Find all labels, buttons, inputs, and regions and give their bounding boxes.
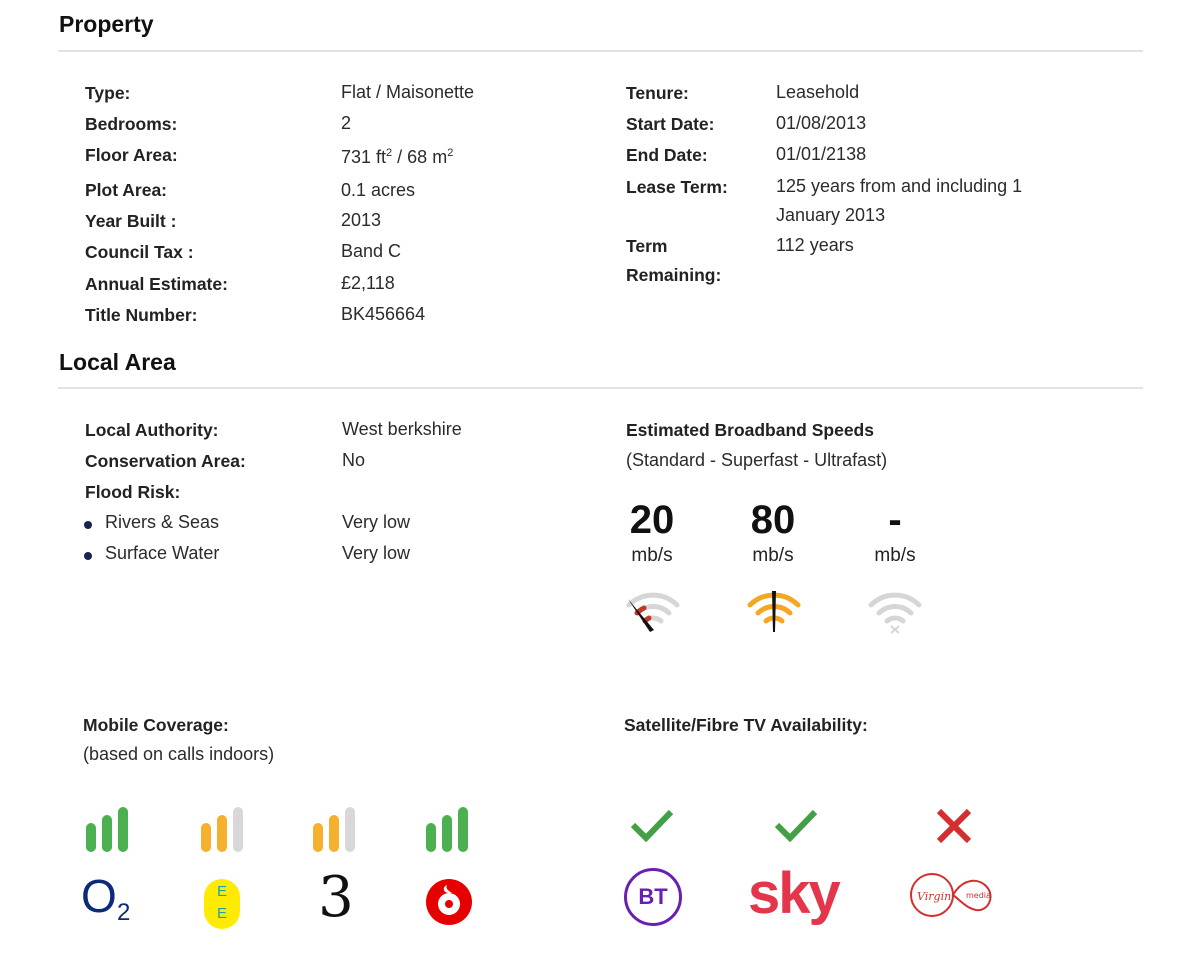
- superfast-speed-unit: mb/s: [752, 545, 794, 566]
- tenure-label: Tenure:: [626, 83, 689, 103]
- title-number-label: Title Number:: [85, 305, 198, 325]
- conservation-area-label: Conservation Area:: [85, 451, 246, 471]
- ee-signal-bars-icon: [200, 807, 248, 853]
- three-signal-bars-icon: [312, 807, 360, 853]
- start-date-value: 01/08/2013: [776, 113, 867, 133]
- annual-estimate-label: Annual Estimate:: [85, 274, 228, 294]
- sky-available-check-icon: [774, 808, 818, 842]
- standard-speed-unit: mb/s: [631, 545, 673, 566]
- term-remaining-label-line2: Remaining:: [626, 265, 722, 285]
- council-tax-label: Council Tax :: [85, 242, 194, 262]
- bullet-icon: [84, 521, 92, 529]
- floor-area-label: Floor Area:: [85, 145, 178, 165]
- lease-term-value-line2: January 2013: [776, 205, 886, 225]
- superfast-speed-value: 80: [750, 498, 796, 542]
- local-authority-value: West berkshire: [342, 419, 462, 439]
- superfast-speed-gauge-icon: [745, 586, 803, 636]
- surface-water-value: Very low: [342, 543, 411, 563]
- vodafone-signal-bars-icon: [425, 807, 473, 853]
- ultrafast-speed-value: -: [888, 498, 902, 542]
- start-date-label: Start Date:: [626, 114, 715, 134]
- end-date-label: End Date:: [626, 145, 708, 165]
- o2-logo: O 2: [81, 870, 131, 926]
- term-remaining-label-line1: Term: [626, 236, 668, 256]
- bedrooms-label: Bedrooms:: [85, 114, 178, 134]
- end-date-value: 01/01/2138: [776, 144, 867, 164]
- virgin-media-logo: [908, 870, 1000, 920]
- vodafone-logo: [425, 878, 473, 926]
- property-divider: [58, 50, 1143, 52]
- local-area-heading: Local Area: [59, 349, 176, 375]
- tv-availability-title: Satellite/Fibre TV Availability:: [624, 715, 868, 735]
- plot-area-value: 0.1 acres: [341, 180, 416, 200]
- type-label: Type:: [85, 83, 131, 103]
- svg-text:Virgin: Virgin: [917, 890, 952, 903]
- local-authority-label: Local Authority:: [85, 420, 219, 440]
- plot-area-label: Plot Area:: [85, 180, 168, 200]
- o2-signal-bars-icon: [85, 807, 133, 853]
- year-built-value: 2013: [341, 210, 382, 230]
- type-value: Flat / Maisonette: [341, 82, 475, 102]
- standard-speed-value: 20: [629, 498, 675, 542]
- property-heading: Property: [59, 11, 154, 37]
- ultrafast-speed-unavailable-icon: [866, 586, 924, 636]
- broadband-subtitle: (Standard - Superfast - Ultrafast): [626, 450, 888, 470]
- term-remaining-value: 112 years: [776, 235, 854, 255]
- bullet-icon: [84, 552, 92, 560]
- rivers-seas-value: Very low: [342, 512, 411, 532]
- flood-risk-label: Flood Risk:: [85, 482, 181, 502]
- three-logo: 3: [318, 865, 354, 930]
- council-tax-value: Band C: [341, 241, 402, 261]
- ee-logo: E E: [204, 879, 240, 929]
- floor-area-value: 731 $ft^2 / 68$ $m^2$: [341, 147, 454, 167]
- broadband-title: Estimated Broadband Speeds: [626, 420, 874, 440]
- bedrooms-value: 2: [341, 113, 352, 133]
- ultrafast-speed-unit: mb/s: [874, 545, 916, 566]
- bt-available-check-icon: [630, 808, 674, 842]
- conservation-area-value: No: [342, 450, 366, 470]
- svg-text:media: media: [966, 891, 991, 900]
- local-area-divider: [58, 387, 1143, 389]
- mobile-coverage-subtitle: (based on calls indoors): [83, 744, 275, 764]
- bt-logo: BT: [624, 868, 682, 926]
- virgin-unavailable-cross-icon: [935, 807, 973, 845]
- lease-term-value-line1: 125 years from and including 1: [776, 176, 1023, 196]
- lease-term-label: Lease Term:: [626, 177, 728, 197]
- tenure-value: Leasehold: [776, 82, 860, 102]
- mobile-coverage-title: Mobile Coverage:: [83, 715, 229, 735]
- title-number-value: BK456664: [341, 304, 426, 324]
- standard-speed-gauge-icon: [624, 586, 682, 636]
- year-built-label: Year Built :: [85, 211, 177, 231]
- rivers-seas-label: Rivers & Seas: [105, 512, 220, 532]
- sky-logo: sky: [748, 861, 839, 926]
- annual-estimate-value: £2,118: [341, 273, 395, 293]
- surface-water-label: Surface Water: [105, 543, 220, 563]
